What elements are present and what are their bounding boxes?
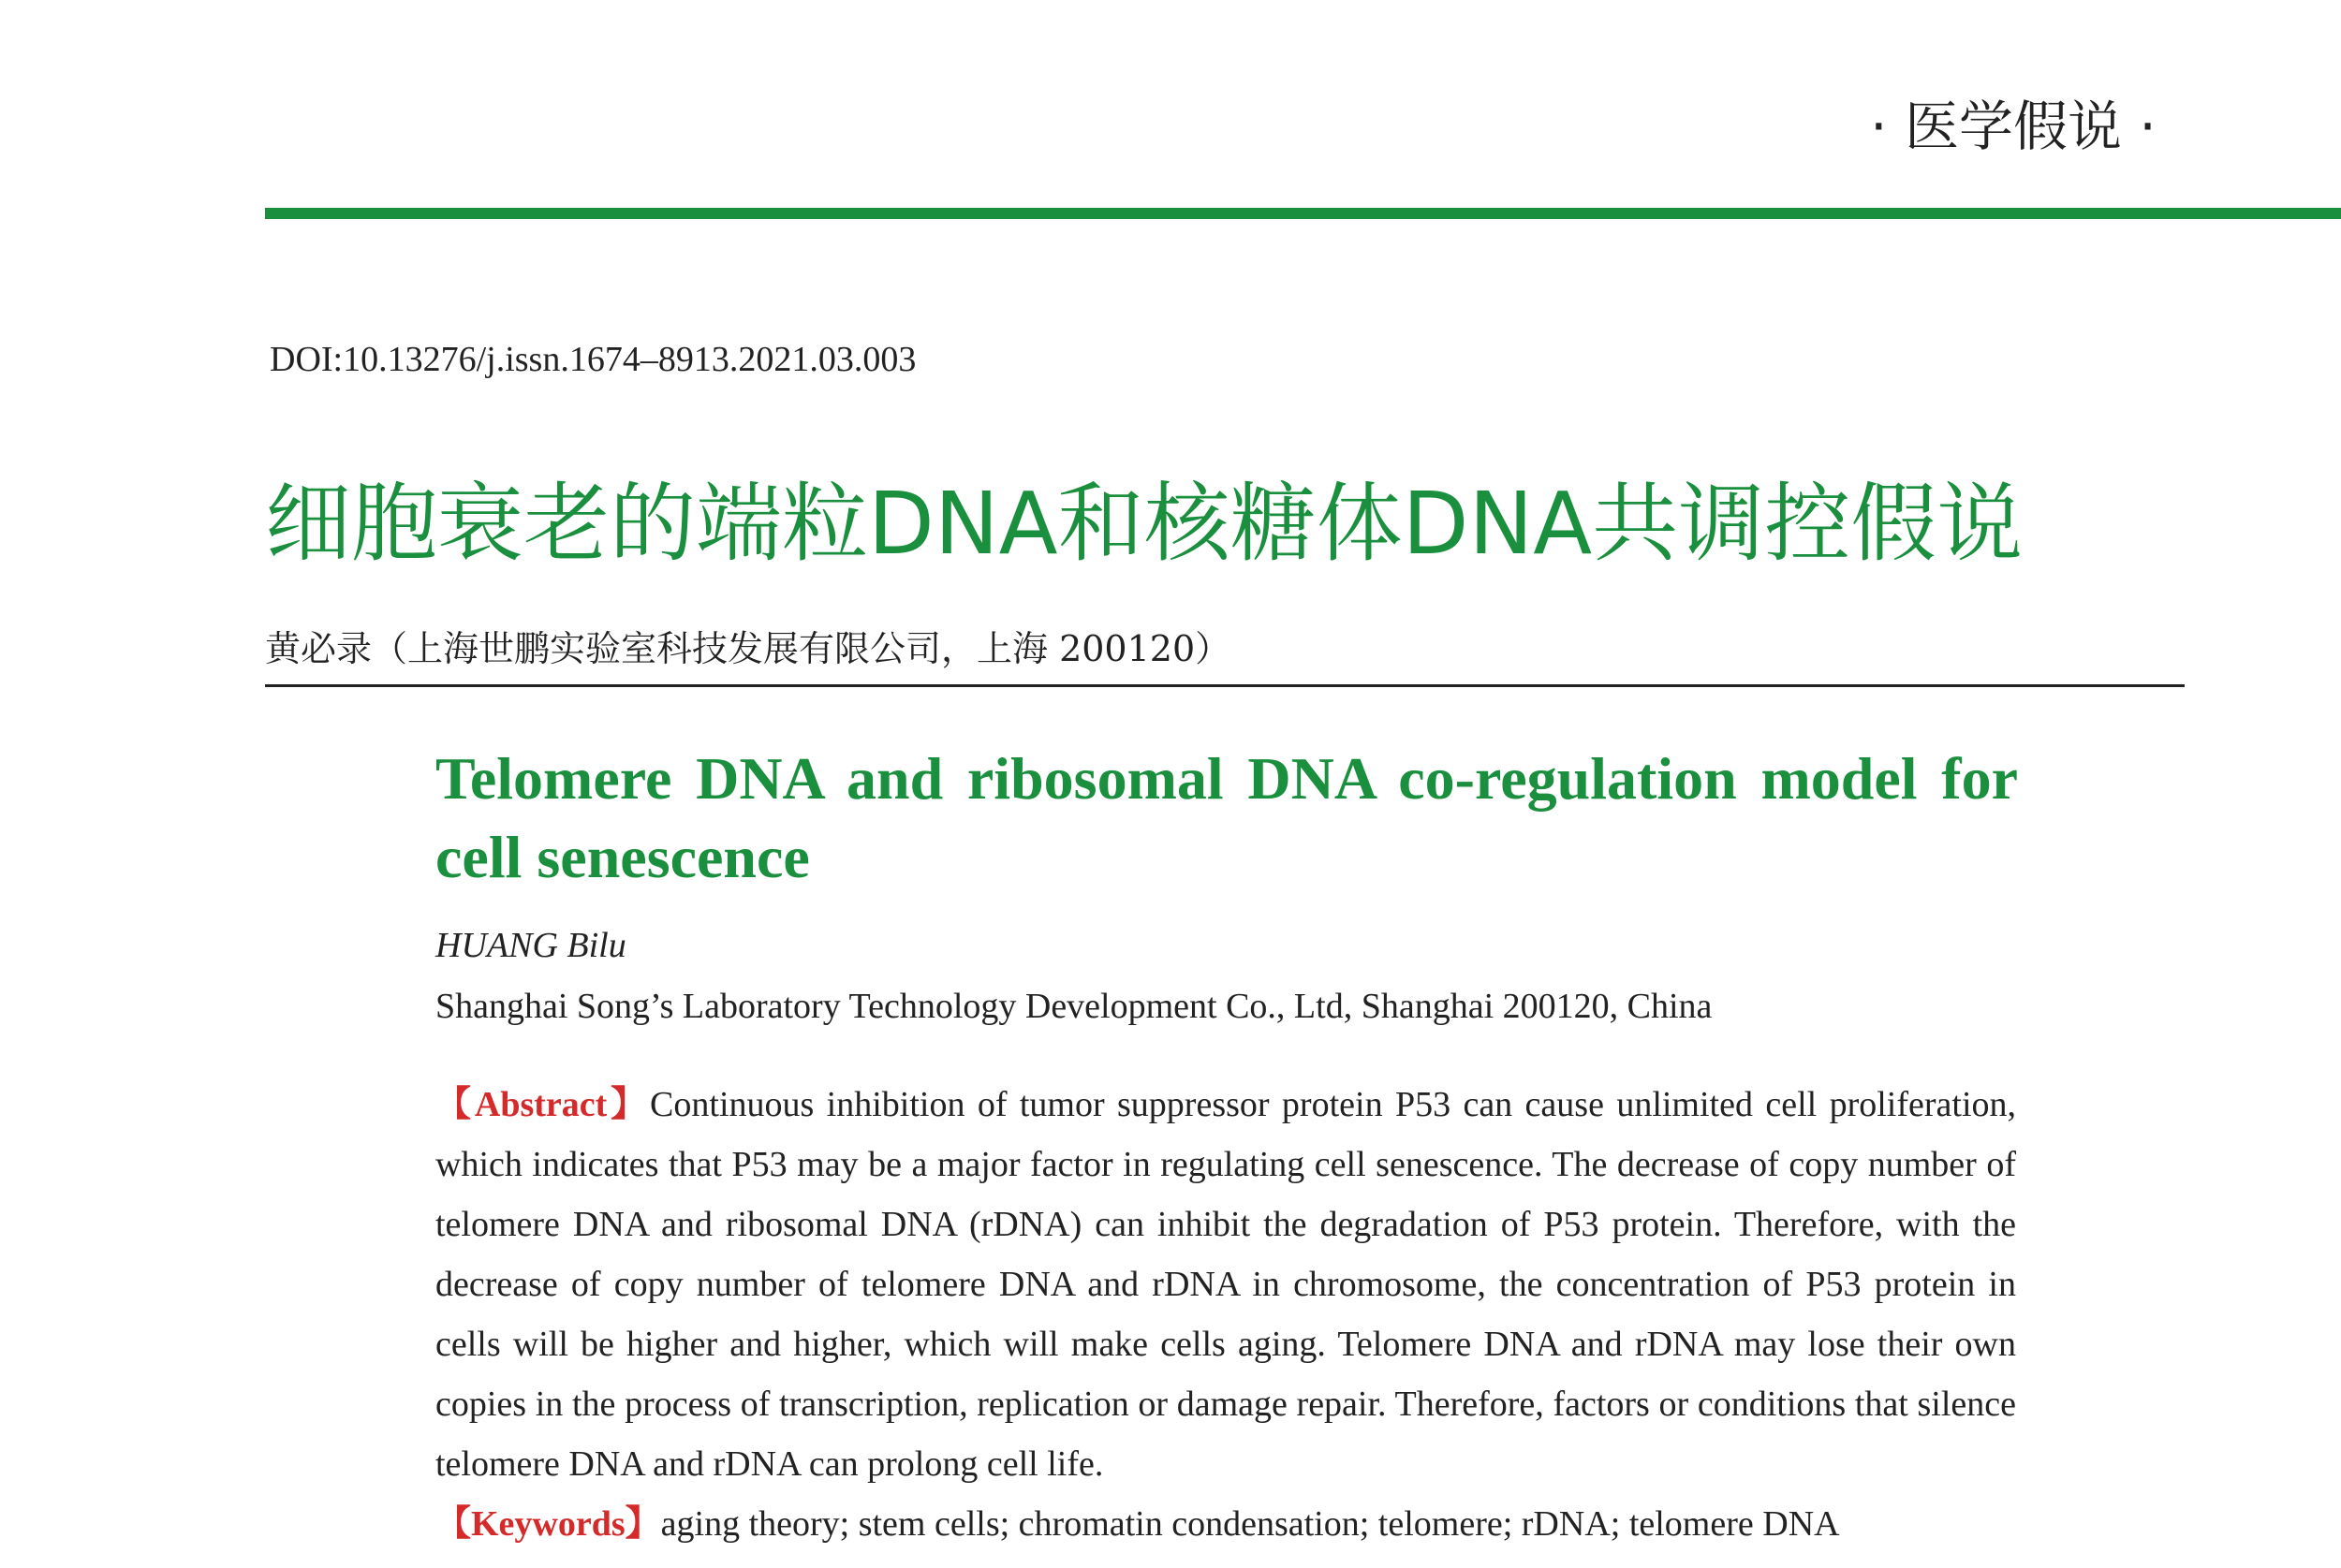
keywords (435, 1494, 2016, 1554)
abstract-label: 【Abstract】 (435, 1085, 651, 1124)
keywords-text: aging theory; stem cells; chromatin condensation; telomere; rDNA; telomere DNA (660, 1504, 1840, 1544)
keywords-label: 【Keywords】 (435, 1504, 661, 1544)
title-english: Telomere DNA and ribosomal DNA co-regulation model for cell senescence (435, 745, 2018, 890)
affiliation-english: Shanghai Song’s Laboratory Technology Development Co., Ltd, Shanghai 200120, China (435, 987, 1713, 1026)
section-tag: · 医学假说 · (1870, 95, 2157, 158)
header-rule (265, 208, 2341, 219)
doi: DOI:10.13276/j.issn.1674–8913.2021.03.003 (270, 340, 917, 379)
author-english: HUANG Bilu (435, 926, 626, 965)
abstract (435, 1075, 2016, 1494)
abstract-text: Continuous inhibition of tumor suppressor protein P53 can cause unlimited cell proliferation, which indicates that P53 may be a major factor in regulating cell senescence. The decrease of copy number of telomere DNA and ribosomal DNA (rDNA) can inhibit the degradation of P53 protein. Therefore, with the decrease of copy number of telomere DNA and rDNA in chromosome, the concentration of P53 protein in cells will be higher and higher, which will make cells aging. Telomere DNA and rDNA may lose their own copies in the process of transcription, replication or damage repair. Therefore, factors or conditions that silence telomere DNA and rDNA can prolong cell life. (435, 1085, 2017, 1484)
title-chinese: 细胞衰老的端粒DNA和核糖体DNA共调控假说 (265, 474, 2024, 574)
author-affiliation-chinese: 黄必录（上海世鹏实验室科技发展有限公司，上海 200120） (265, 620, 2185, 687)
